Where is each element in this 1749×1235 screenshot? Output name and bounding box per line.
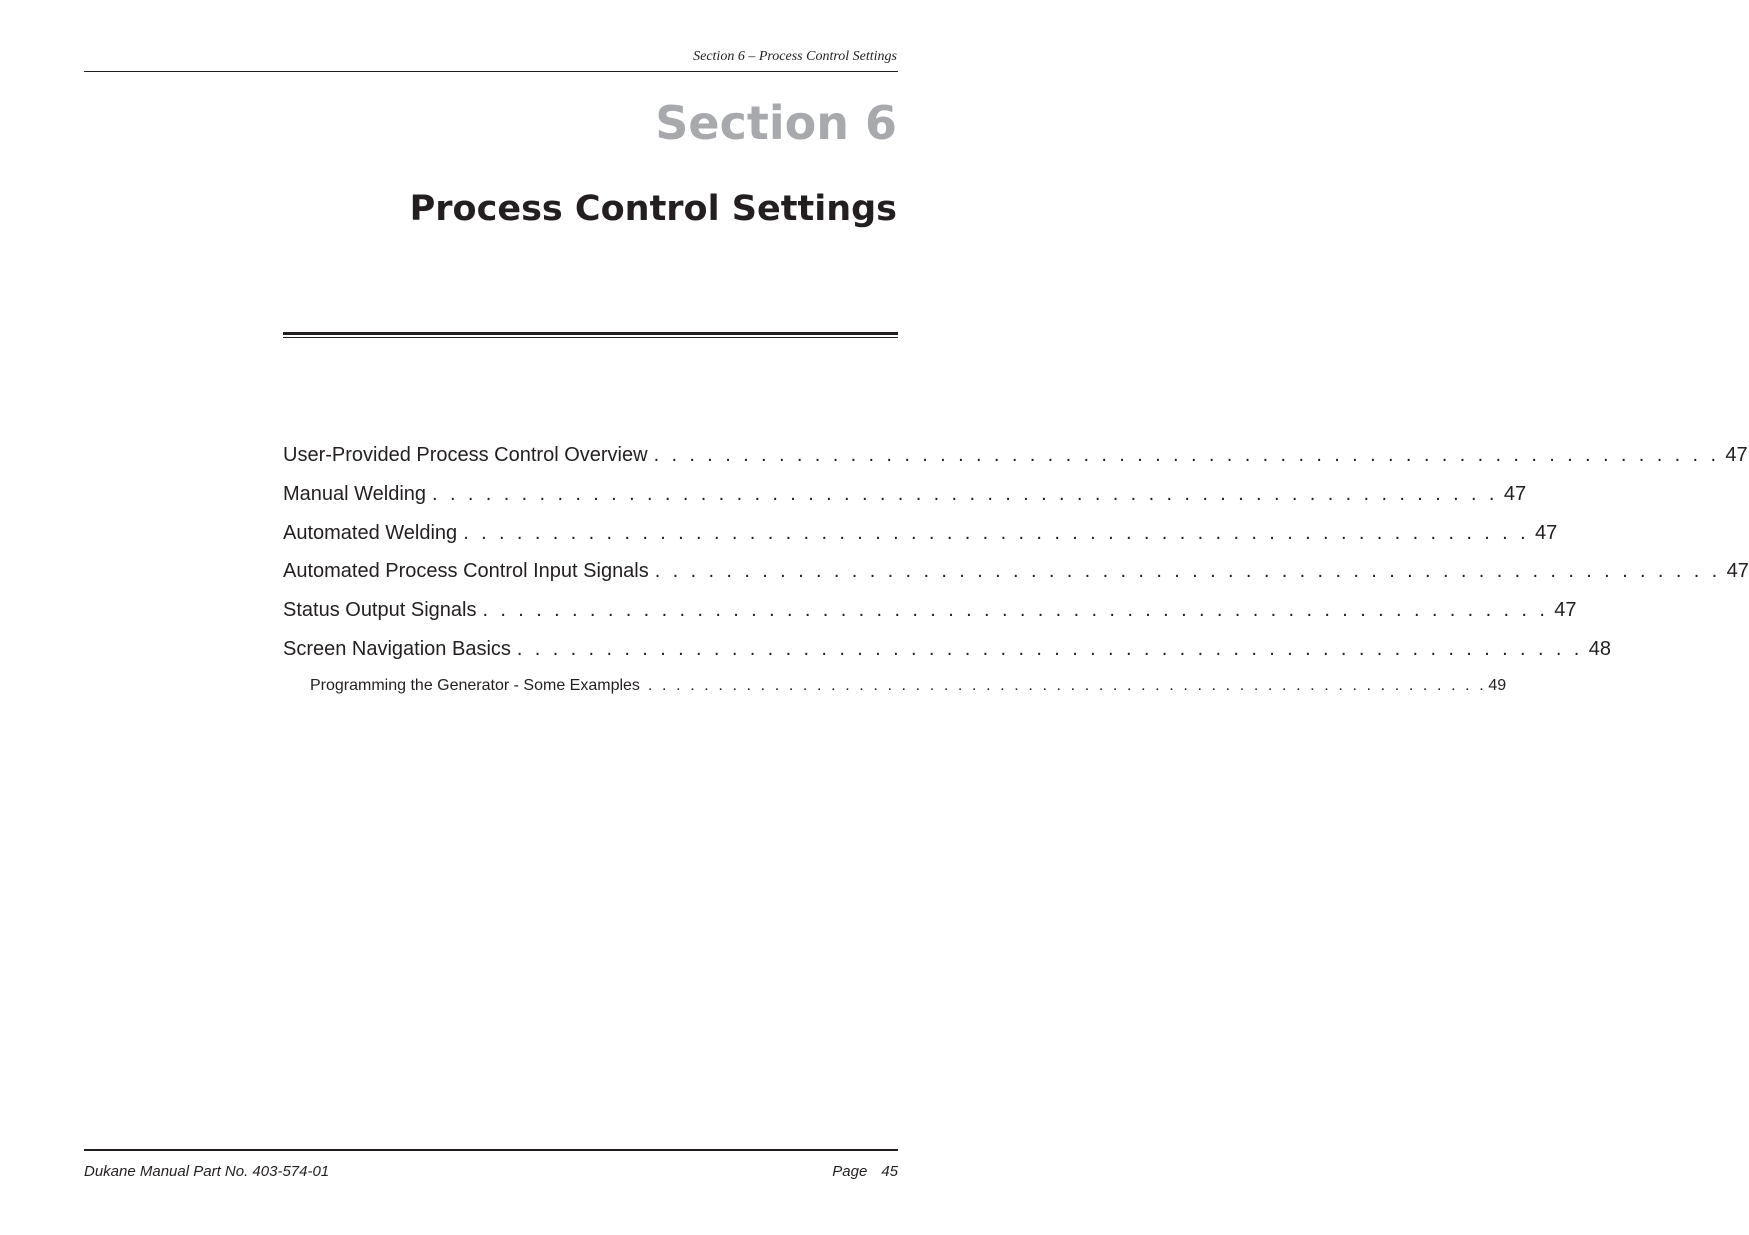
footer-manual-part: Dukane Manual Part No. 403-574-01 bbox=[84, 1163, 330, 1180]
divider-thin-line bbox=[283, 337, 898, 338]
table-of-contents bbox=[283, 444, 1749, 707]
footer-page-number: 45 bbox=[881, 1163, 898, 1180]
toc-entry[interactable] bbox=[283, 521, 1558, 561]
toc-dot-leader: . . . . . . . . . . . . . . . . . . . . . . . . . . . . . . . . . . . . . . . . . . . . . . . . . . . . . . . . . . . . bbox=[516, 637, 1583, 660]
toc-entry-page: 47 bbox=[1503, 482, 1527, 505]
toc-dot-leader: . . . . . . . . . . . . . . . . . . . . . . . . . . . . . . . . . . . . . . . . . . . . . . . . . . . . . . . . . . . . bbox=[432, 482, 1498, 505]
toc-entry-page: 47 bbox=[1535, 521, 1558, 544]
toc-entry-page: 47 bbox=[1726, 560, 1749, 583]
toc-entry-label: Automated Welding bbox=[283, 521, 458, 544]
toc-sub-entry[interactable] bbox=[283, 676, 1507, 707]
toc-dot-leader: . . . . . . . . . . . . . . . . . . . . . . . . . . . . . . . . . . . . . . . . . . . . . . . . . . . . . . . . . . . . bbox=[654, 560, 1721, 583]
toc-entry-label: Automated Process Control Input Signals bbox=[283, 560, 649, 583]
divider-thick-line bbox=[283, 332, 898, 335]
toc-entry-page: 48 bbox=[1588, 637, 1611, 660]
toc-entry[interactable] bbox=[283, 482, 1527, 522]
toc-entry-label: User-Provided Process Control Overview bbox=[283, 444, 648, 466]
footer-rule bbox=[84, 1149, 898, 1151]
section-title: Process Control Settings bbox=[409, 189, 897, 229]
toc-entry-page: 47 bbox=[1554, 599, 1577, 622]
toc-sub-entry-label: Programming the Generator - Some Examples bbox=[310, 676, 640, 694]
toc-entry-label: Manual Welding bbox=[283, 482, 427, 505]
toc-entry[interactable] bbox=[283, 599, 1577, 638]
header-rule bbox=[84, 71, 898, 72]
toc-entry-page: 47 bbox=[1725, 444, 1748, 466]
toc-entry[interactable] bbox=[283, 637, 1611, 677]
toc-dot-leader: . . . . . . . . . . . . . . . . . . . . . . . . . . . . . . . . . . . . . . . . . . . . . . . . . . . . . . . . . . . . bbox=[463, 521, 1530, 544]
section-divider bbox=[283, 332, 898, 338]
toc-sub-entry-page: 49 bbox=[1488, 676, 1507, 694]
section-number: Section 6 bbox=[655, 96, 897, 150]
toc-dot-leader: . . . . . . . . . . . . . . . . . . . . . . . . . . . . . . . . . . . . . . . . . . . . . . . . . . . . . . . . . . . . bbox=[482, 599, 1549, 622]
toc-entry[interactable] bbox=[283, 560, 1749, 599]
toc-dot-leader: . . . . . . . . . . . . . . . . . . . . . . . . . . . . . . . . . . . . . . . . . . . . . . . . . . . . . . . . . . . . bbox=[653, 444, 1720, 466]
toc-entry[interactable] bbox=[283, 444, 1748, 483]
footer-page bbox=[832, 1163, 898, 1180]
toc-dot-leader: . . . . . . . . . . . . . . . . . . . . . . . . . . . . . . . . . . . . . . . . . . . . . . . . . . . . . . . . . . . . bbox=[647, 676, 1487, 694]
toc-entry-label: Status Output Signals bbox=[283, 599, 477, 622]
running-header: Section 6 – Process Control Settings bbox=[693, 49, 897, 64]
footer-page-label: Page bbox=[832, 1163, 868, 1180]
toc-entry-label: Screen Navigation Basics bbox=[283, 637, 511, 660]
